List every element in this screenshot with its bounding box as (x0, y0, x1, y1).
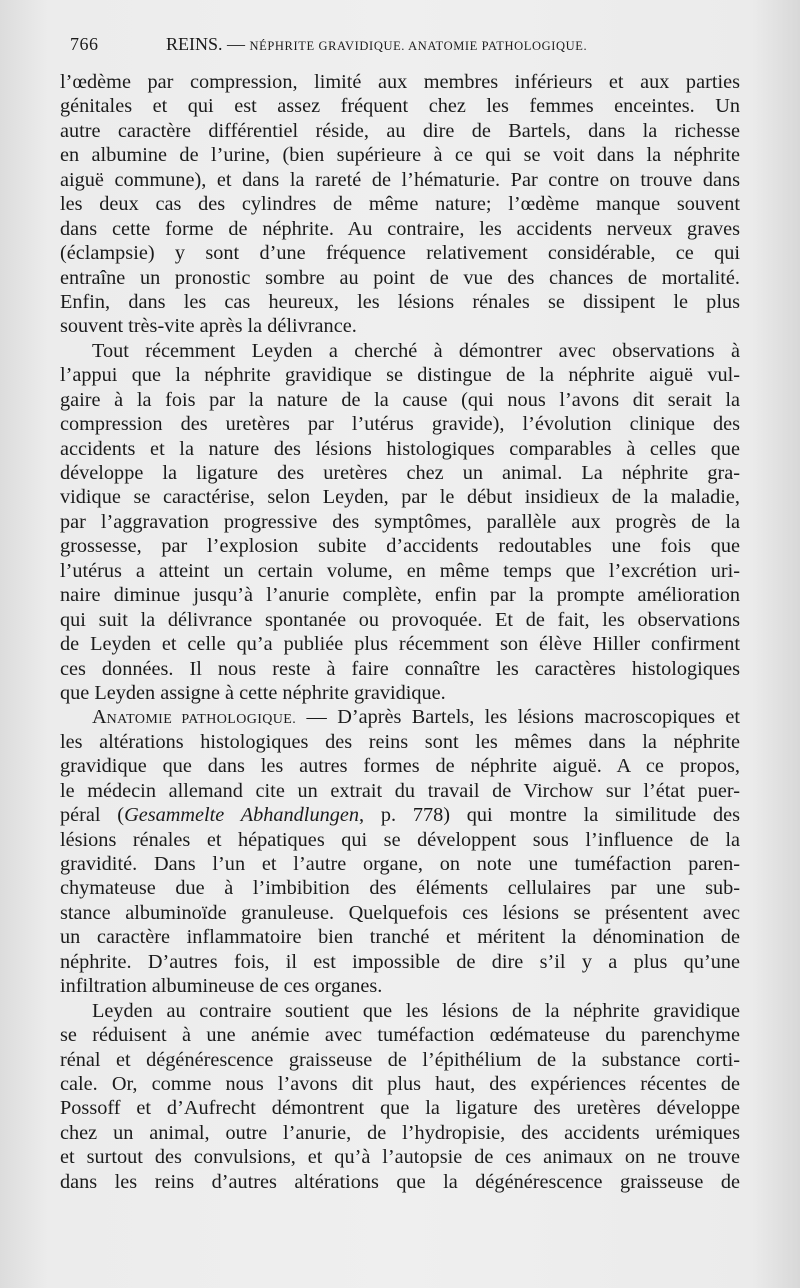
text-line: dans les reins d’autres altérations que la dégénérescence graisseuse de (60, 1170, 740, 1193)
text-line: développe la ligature des uretères chez un animal. La néphrite gra- (60, 462, 740, 484)
running-head-subtitle: NÉPHRITE GRAVIDIQUE. ANATOMIE PATHOLOGIQUE. (249, 39, 588, 53)
text-line: que Leyden assigne à cette néphrite gravidique. (60, 681, 446, 704)
text-line: les deux cas des cylindres de même nature; l’œdème manque souvent (60, 193, 740, 216)
text-line: compression des uretères par l’utérus gravide), l’évolution clinique des (60, 413, 740, 436)
text-line: gravidité. Dans l’un et l’autre organe, on note une tuméfaction paren- (60, 853, 740, 875)
text-line: infiltration albumineuse de ces organes. (60, 975, 383, 998)
text-line: Tout récemment Leyden a cherché à démontrer avec observations à (92, 339, 740, 362)
text-line: génitales et qui est assez fréquent chez les femmes enceintes. Un (60, 95, 740, 118)
text-line: stance albuminoïde granuleuse. Quelquefois ces lésions se présentent avec (60, 901, 740, 924)
text-line: chymateuse due à l’imbibition des éléments cellulaires par une sub- (60, 877, 740, 900)
text-line: par l’aggravation progressive des symptômes, parallèle aux progrès de la (60, 510, 740, 533)
text-line: aiguë commune), et dans la rareté de l’hématurie. Par contre on trouve dans (60, 168, 740, 191)
text-line: et surtout des convulsions, et qu’à l’autopsie de ces animaux on ne trouve (60, 1146, 740, 1169)
section-heading-smallcaps: NATOMIE PATHOLOGIQUE. (106, 712, 297, 728)
text-line: souvent très-vite après la délivrance. (60, 315, 357, 338)
text-line: Possoff et d’Aufrecht démontrent que la ligature des uretères développe (60, 1097, 740, 1120)
text-line: le médecin allemand cite un extrait du travail de Virchow sur l’état puer- (60, 779, 740, 802)
text-line: chez un animal, outre l’anurie, de l’hydropisie, des accidents urémiques (60, 1121, 740, 1144)
text-line: les altérations histologiques des reins sont les mêmes dans la néphrite (60, 730, 740, 753)
text-line: gaire à la fois par la nature de la cause (qui nous l’avons dit serait la (60, 388, 740, 411)
running-head-main: REINS. (166, 34, 223, 54)
text-line: dans cette forme de néphrite. Au contraire, les accidents nerveux graves (60, 217, 740, 240)
text-line: vidique se caractérise, selon Leyden, par le début insidieux de la maladie, (60, 486, 740, 509)
text-line: gravidique que dans les autres formes de néphrite aiguë. A ce propos, (60, 755, 740, 778)
text-line: Enfin, dans les cas heureux, les lésions rénales se dissipent le plus (60, 290, 740, 313)
citation-after: , p. 778) qui montre la similitude des (359, 804, 741, 827)
running-head (166, 34, 587, 55)
citation-line (60, 803, 740, 827)
section-heading-rest: — D’après Bartels, les lésions macroscopiques et (296, 706, 740, 729)
text-line: ces données. Il nous reste à faire connaître les caractères histologiques (60, 657, 740, 680)
text-line: l’utérus a atteint un certain volume, en même temps que l’excrétion uri- (60, 559, 740, 582)
text-line: autre caractère différentiel réside, au dire de Bartels, dans la richesse (60, 119, 740, 142)
text-line: néphrite. D’autres fois, il est impossible de dire s’il y a plus qu’une (60, 950, 740, 973)
text-line: accidents et la nature des lésions histologiques comparables à celles que (60, 437, 740, 460)
citation-before: péral ( (60, 804, 125, 827)
text-line: Leyden au contraire soutient que les lésions de la néphrite gravidique (92, 999, 740, 1022)
text-line: en albumine de l’urine, (bien supérieure à ce qui se voit dans la néphrite (60, 144, 740, 167)
running-head-separator: — (222, 34, 250, 54)
text-line: grossesse, par l’explosion subite d’accidents redoutables une fois que (60, 535, 740, 558)
text-line: naire diminue jusqu’à l’anurie complète, enfin par la prompte amélioration (60, 584, 740, 607)
text-line: l’œdème par compression, limité aux membres inférieurs et aux parties (60, 71, 740, 93)
text-line: rénal et dégénérescence graisseuse de l’épithélium de la substance corti- (60, 1048, 740, 1071)
citation-title: Gesammelte Abhandlungen (124, 804, 360, 827)
text-line: (éclampsie) y sont d’une fréquence relativement considérable, ce qui (60, 242, 740, 265)
section-heading-initial: A (92, 706, 107, 729)
text-line: se réduisent à une anémie avec tuméfaction œdémateuse du parenchyme (60, 1024, 740, 1047)
text-line: l’appui que la néphrite gravidique se distingue de la néphrite aiguë vul- (60, 364, 740, 387)
text-line: de Leyden et celle qu’a publiée plus récemment son élève Hiller confirment (60, 633, 740, 656)
text-line: entraîne un pronostic sombre au point de vue des chances de mortalité. (60, 266, 740, 289)
text-line: cale. Or, comme nous l’avons dit plus haut, des expériences récentes de (60, 1072, 740, 1095)
text-line: un caractère inflammatoire bien tranché et méritent la dénomination de (60, 926, 740, 949)
text-line: lésions rénales et hépatiques qui se développent sous l’influence de la (60, 828, 740, 851)
section-heading-line (60, 705, 740, 729)
text-line: qui suit la délivrance spontanée ou provoquée. Et de fait, les observations (60, 608, 740, 631)
page-body (60, 70, 740, 1194)
page-header (70, 34, 750, 60)
page-number: 766 (70, 34, 99, 54)
